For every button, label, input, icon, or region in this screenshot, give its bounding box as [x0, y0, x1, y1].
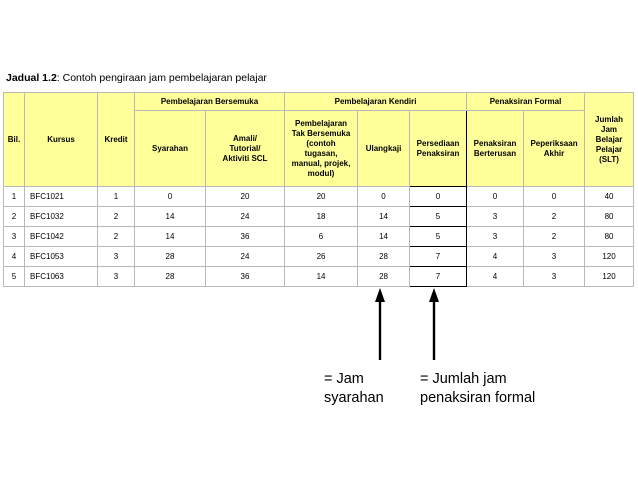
- table-row: [4, 187, 634, 207]
- cell-akhir: 0: [524, 187, 585, 207]
- cell-syarahan: 28: [135, 247, 206, 267]
- table-row: [4, 207, 634, 227]
- cell-syarahan: 14: [135, 227, 206, 247]
- cell-tak-bersemuka: 20: [285, 187, 358, 207]
- header-ulangkaji: Ulangkaji: [358, 111, 410, 187]
- header-kredit: Kredit: [98, 93, 135, 187]
- header-bil: Bil.: [4, 93, 25, 187]
- cell-bil: 2: [4, 207, 25, 227]
- table-row: [4, 227, 634, 247]
- cell-bil: 1: [4, 187, 25, 207]
- cell-amali: 20: [206, 187, 285, 207]
- cell-jumlah: 40: [585, 187, 634, 207]
- cell-kredit: 3: [98, 247, 135, 267]
- cell-syarahan: 28: [135, 267, 206, 287]
- header-amali: Amali/ Tutorial/ Aktiviti SCL: [206, 111, 285, 187]
- cell-akhir: 2: [524, 227, 585, 247]
- header-jumlah: Jumlah Jam Belajar Pelajar (SLT): [585, 93, 634, 187]
- header-tak-bersemuka: Pembelajaran Tak Bersemuka (contoh tugasan, manual, projek, modul): [285, 111, 358, 187]
- cell-persediaan: 0: [410, 187, 467, 207]
- note-jumlah-jam-penaksiran: = Jumlah jam penaksiran formal: [420, 371, 536, 406]
- cell-berterusan: 3: [467, 207, 524, 227]
- table-row: [4, 267, 634, 287]
- caption-text: : Contoh pengiraan jam pembelajaran pelajar: [56, 72, 267, 84]
- cell-ulangkaji: 14: [358, 207, 410, 227]
- header-group-bersemuka: Pembelajaran Bersemuka: [135, 93, 285, 111]
- cell-syarahan: 0: [135, 187, 206, 207]
- up-arrow-icon: [372, 288, 388, 362]
- cell-amali: 24: [206, 207, 285, 227]
- cell-amali: 36: [206, 227, 285, 247]
- header-group-kendiri: Pembelajaran Kendiri: [285, 93, 467, 111]
- cell-kredit: 3: [98, 267, 135, 287]
- cell-jumlah: 120: [585, 247, 634, 267]
- cell-kredit: 2: [98, 207, 135, 227]
- cell-persediaan: 5: [410, 227, 467, 247]
- cell-tak-bersemuka: 6: [285, 227, 358, 247]
- cell-kursus: BFC1053: [25, 247, 98, 267]
- cell-berterusan: 4: [467, 247, 524, 267]
- cell-kursus: BFC1032: [25, 207, 98, 227]
- header-persediaan: Persediaan Penaksiran: [410, 111, 467, 187]
- cell-kursus: BFC1021: [25, 187, 98, 207]
- note-jam-syarahan: = Jam syarahan: [324, 371, 384, 406]
- cell-kredit: 2: [98, 227, 135, 247]
- cell-syarahan: 14: [135, 207, 206, 227]
- table-caption: [6, 72, 267, 84]
- cell-persediaan: 7: [410, 247, 467, 267]
- cell-ulangkaji: 28: [358, 267, 410, 287]
- table-row: [4, 247, 634, 267]
- cell-amali: 24: [206, 247, 285, 267]
- header-group-formal: Penaksiran Formal: [467, 93, 585, 111]
- cell-amali: 36: [206, 267, 285, 287]
- cell-kredit: 1: [98, 187, 135, 207]
- cell-tak-bersemuka: 14: [285, 267, 358, 287]
- cell-jumlah: 80: [585, 207, 634, 227]
- cell-persediaan: 7: [410, 267, 467, 287]
- cell-bil: 3: [4, 227, 25, 247]
- cell-bil: 5: [4, 267, 25, 287]
- cell-berterusan: 4: [467, 267, 524, 287]
- header-akhir: Peperiksaan Akhir: [524, 111, 585, 187]
- cell-kursus: BFC1042: [25, 227, 98, 247]
- cell-berterusan: 3: [467, 227, 524, 247]
- header-syarahan: Syarahan: [135, 111, 206, 187]
- header-kursus: Kursus: [25, 93, 98, 187]
- cell-kursus: BFC1063: [25, 267, 98, 287]
- learning-hours-table: [3, 92, 634, 287]
- cell-ulangkaji: 28: [358, 247, 410, 267]
- cell-persediaan: 5: [410, 207, 467, 227]
- cell-ulangkaji: 0: [358, 187, 410, 207]
- cell-tak-bersemuka: 26: [285, 247, 358, 267]
- cell-tak-bersemuka: 18: [285, 207, 358, 227]
- cell-berterusan: 0: [467, 187, 524, 207]
- up-arrow-icon: [426, 288, 442, 362]
- cell-akhir: 2: [524, 207, 585, 227]
- cell-akhir: 3: [524, 267, 585, 287]
- header-berterusan: Penaksiran Berterusan: [467, 111, 524, 187]
- cell-ulangkaji: 14: [358, 227, 410, 247]
- table-body: [4, 187, 634, 287]
- cell-bil: 4: [4, 247, 25, 267]
- cell-jumlah: 80: [585, 227, 634, 247]
- caption-label: Jadual 1.2: [6, 72, 57, 84]
- cell-akhir: 3: [524, 247, 585, 267]
- cell-jumlah: 120: [585, 267, 634, 287]
